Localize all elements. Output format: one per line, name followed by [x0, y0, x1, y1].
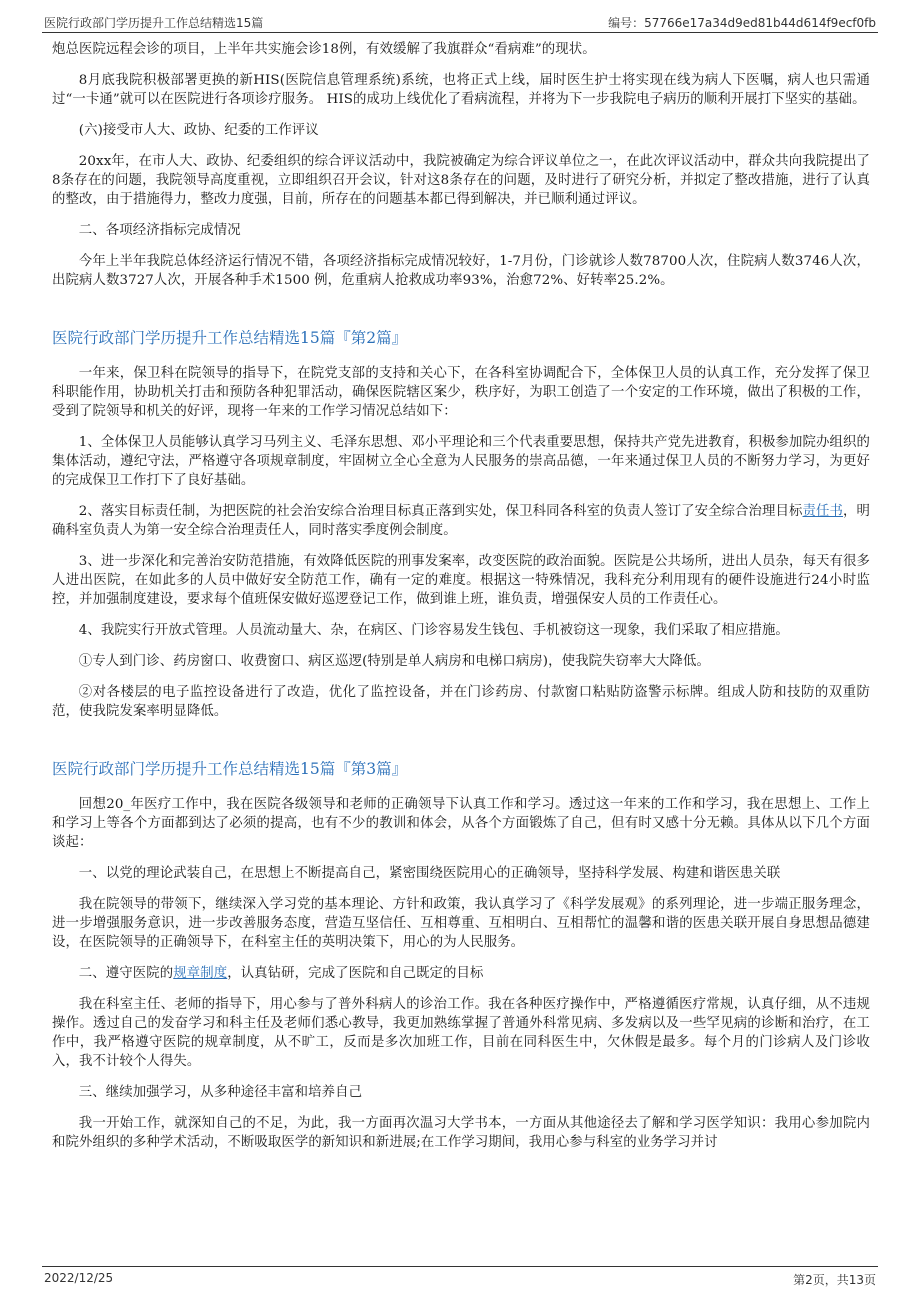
paragraph-text: ，认真钻研，完成了医院和自己既定的目标 [227, 966, 484, 981]
section-title-2: 医院行政部门学历提升工作总结精选15篇『第2篇』 [52, 329, 408, 347]
paragraph [52, 502, 870, 540]
subheading: 一、以党的理论武装自己，在思想上不断提高自己，紧密围绕医院用心的正确领导，坚持科学发展、构建和谐医患关联 [78, 866, 781, 881]
paragraph: 4、我院实行开放式管理。人员流动量大、杂，在病区、门诊容易发生钱包、手机被窃这一现象，我们采取了相应措施。 [78, 623, 789, 638]
paragraph: 8月底我院积极部署更换的新HIS(医院信息管理系统)系统，也将正式上线，届时医生护士将实现在线为病人下医嘱，病人也只需通过“一卡通”就可以在医院进行各项诊疗服务。 HIS的成功上线优化了看病流程，并将为下一步我院电子病历的顺利开展打下坚实的基础。 [52, 73, 870, 107]
paragraph: 一年来，保卫科在院领导的指导下，在院党支部的支持和关心下，在各科室协调配合下，全体保卫人员的认真工作，充分发挥了保卫科职能作用，协助机关打击和预防各种犯罪活动，确保医院辖区案少，秩序好，为职工创造了一个安定的工作环境，做出了积极的工作，受到了院领导和机关的好评，现将一年来的工作学习情况总结如下： [52, 366, 870, 419]
paragraph: 20xx年，在市人大、政协、纪委组织的综合评议活动中，我院被确定为综合评议单位之一，在此次评议活动中，群众共向我院提出了8条存在的问题，我院领导高度重视，立即组织召开会议，针对这8条存在的问题，及时进行了研究分析，并拟定了整改措施，进行了认真的整改，由于措施得力，整改力度强，目前，所存在的问题基本都已得到解决，并已顺利通过评议。 [52, 154, 870, 207]
subheading [52, 964, 870, 983]
subheading: 二、各项经济指标完成情况 [78, 223, 241, 238]
paragraph-text: ，明确科室负责人为第一安全综合治理责任人，同时落实季度例会制度。 [52, 504, 870, 538]
paragraph: 我在科室主任、老师的指导下，用心参与了普外科病人的诊治工作。我在各种医疗操作中，严格遵循医疗常规，认真仔细，从不违规操作。透过自己的发奋学习和科主任及老师们悉心教导，我更加熟练掌握了普通外科常见病、多发病以及一些罕见病的诊断和治疗，在工作中，我严格遵守医院的规章制度，从不旷工，反而是多次加班工作，目前在同科医生中，欠休假是最多。每个月的门诊病人及门诊收入，我不计较个人得失。 [52, 997, 870, 1069]
paragraph: 3、进一步深化和完善治安防范措施，有效降低医院的刑事发案率，改变医院的政治面貌。医院是公共场所，进出人员杂，每天有很多人进出医院，在如此多的人员中做好安全防范工作，确有一定的难度。根据这一特殊情况，我科充分利用现有的硬件设施进行24小时监控，并加强制度建设，要求每个值班保安做好巡逻登记工作，做到谁上班，谁负责，增强保安人员的工作责任心。 [52, 554, 870, 607]
header-doc-id: 编号：57766e17a34d9ed81b44d614f9ecf0fb [608, 16, 876, 30]
footer-date: 2022/12/25 [44, 1271, 114, 1285]
footer-page-info: 第2页，共13页 [793, 1273, 876, 1287]
header-doc-title: 医院行政部门学历提升工作总结精选15篇 [44, 16, 264, 30]
responsibility-letter-link[interactable]: 责任书 [802, 504, 844, 519]
document-body [52, 40, 870, 1164]
paragraph: 回想20_年医疗工作中，我在医院各级领导和老师的正确领导下认真工作和学习。透过这一年来的工作和学习，我在思想上、工作上和学习上等各个方面都到达了必须的提高，也有不少的教训和体会，从各个方面锻炼了自己，但有时又感十分无赖。具体从以下几个方面谈起： [52, 797, 870, 850]
paragraph: 1、全体保卫人员能够认真学习马列主义、毛泽东思想、邓小平理论和三个代表重要思想，保持共产党先进教育，积极参加院办组织的集体活动，遵纪守法，严格遵守各项规章制度，牢固树立全心全意为人民服务的崇高品德，一年来通过保卫人员的不断努力学习，为更好的完成保卫工作打下了良好基础。 [52, 435, 870, 488]
paragraph: 我在院领导的带领下，继续深入学习党的基本理论、方针和政策，我认真学习了《科学发展观》的系列理论，进一步端正服务理念，进一步增强服务意识，进一步改善服务态度，营造互坚信任、互相尊重、互相明白、互相帮忙的温馨和谐的医患关联开展自身思想品德建设，在医院领导的正确领导下，在科室主任的英明决策下，用心的为人民服务。 [52, 897, 870, 950]
paragraph: 我一开始工作，就深知自己的不足，为此，我一方面再次温习大学书本，一方面从其他途径去了解和学习医学知识：我用心参加院内和院外组织的多种学术活动，不断吸取医学的新知识和新进展;在工作学习期间，我用心参与科室的业务学习并讨 [52, 1116, 870, 1150]
paragraph: ②对各楼层的电子监控设备进行了改造，优化了监控设备，并在门诊药房、付款窗口粘贴防盗警示标牌。组成人防和技防的双重防范，使我院发案率明显降低。 [52, 685, 870, 719]
page-header [42, 12, 878, 33]
section-title-3: 医院行政部门学历提升工作总结精选15篇『第3篇』 [52, 760, 408, 778]
page-footer [42, 1266, 878, 1287]
paragraph: 今年上半年我院总体经济运行情况不错，各项经济指标完成情况较好，1-7月份，门诊就诊人数78700人次，住院病人数3746人次，出院病人数3727人次，开展各种手术1500 例，危重病人抢救成功率93%，治愈72%、好转率25.2%。 [52, 254, 870, 288]
rules-regulations-link[interactable]: 规章制度 [173, 966, 228, 981]
paragraph-text: 二、遵守医院的 [78, 966, 174, 981]
subheading: 三、继续加强学习，从多种途径丰富和培养自己 [78, 1085, 363, 1100]
paragraph: 炮总医院远程会诊的项目，上半年共实施会诊18例，有效缓解了我旗群众“看病难”的现状。 [52, 42, 596, 57]
paragraph-text: 2、落实目标责任制，为把医院的社会治安综合治理目标真正落到实处，保卫科同各科室的负责人签订了安全综合治理目标 [78, 504, 803, 519]
paragraph: ①专人到门诊、药房窗口、收费窗口、病区巡逻(特别是单人病房和电梯口病房)，使我院失窃率大大降低。 [78, 654, 711, 669]
subheading: (六)接受市人大、政协、纪委的工作评议 [78, 123, 319, 138]
